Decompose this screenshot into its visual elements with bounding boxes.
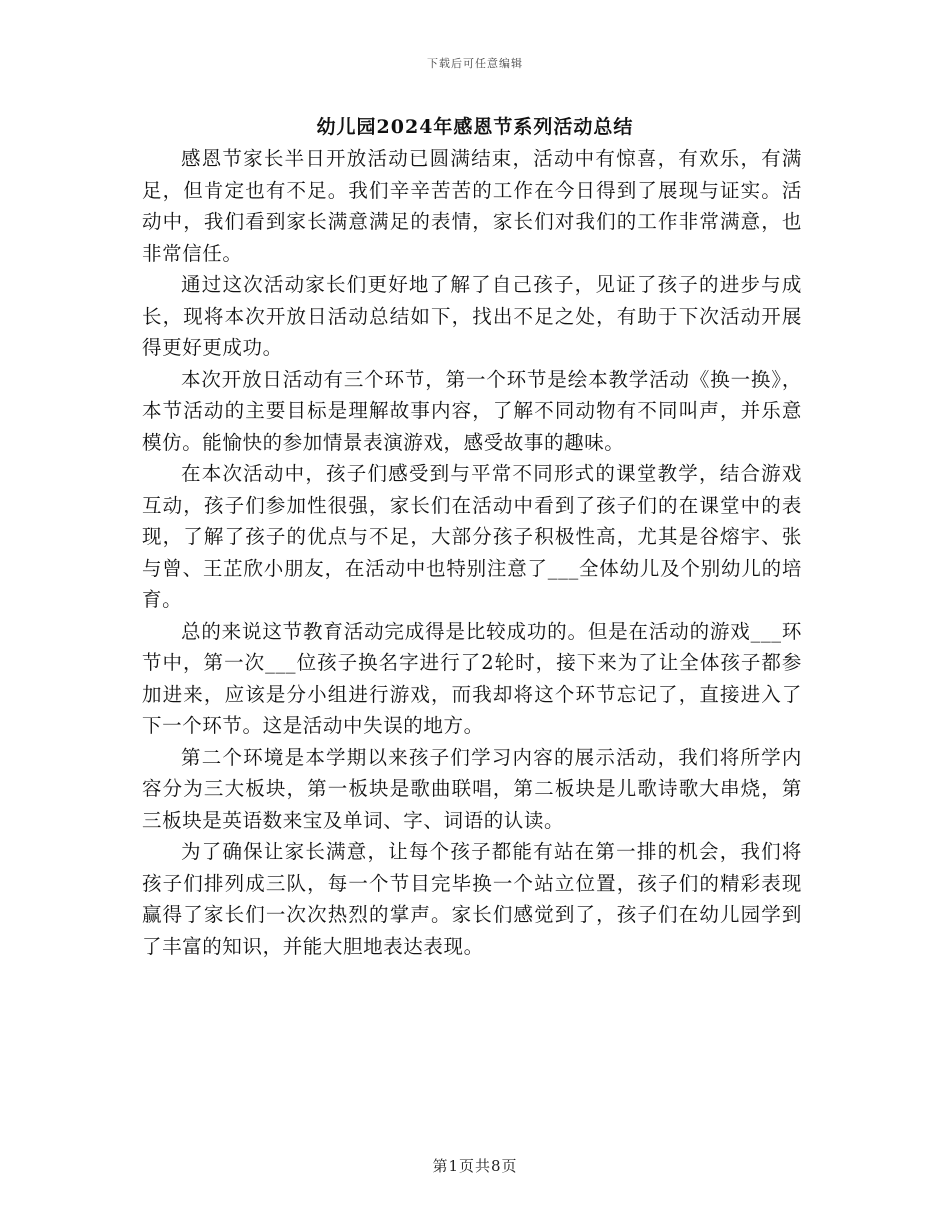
paragraph-4: 在本次活动中，孩子们感受到与平常不同形式的课堂教学，结合游戏互动，孩子们参加性很强，家长们在活动中看到了孩子们的在课堂中的表现，了解了孩子的优点与不足，大部分孩子积极性高，尤其是谷熔宇、张与曾、王芷欣小朋友，在活动中也特别注意了___全体幼儿及个别幼儿的培育。	[142, 462, 802, 611]
paragraph-7: 为了确保让家长满意，让每个孩子都能有站在第一排的机会，我们将孩子们排列成三队，每一个节目完毕换一个站立位置，孩子们的精彩表现赢得了家长们一次次热烈的掌声。家长们感觉到了，孩子们在幼儿园学到了丰富的知识，并能大胆地表达表现。	[142, 840, 802, 958]
paragraph-5: 总的来说这节教育活动完成得是比较成功的。但是在活动的游戏___环节中，第一次___位孩子换名字进行了2轮时，接下来为了让全体孩子都参加进来，应该是分小组进行游戏，而我却将这个环节忘记了，直接进入了下一个环节。这是活动中失误的地方。	[142, 619, 802, 737]
document-title: 幼儿园2024年感恩节系列活动总结	[316, 116, 634, 138]
document-body	[142, 143, 802, 962]
page-number: 第1页共8页	[432, 1157, 518, 1175]
paragraph-3: 本次开放日活动有三个环节，第一个环节是绘本教学活动《换一换》，本节活动的主要目标是理解故事内容，了解不同动物有不同叫声，并乐意模仿。能愉快的参加情景表演游戏，感受故事的趣味。	[142, 367, 802, 454]
page-header-note: 下载后可任意编辑	[427, 57, 523, 70]
paragraph-2: 通过这次活动家长们更好地了解了自己孩子，见证了孩子的进步与成长，现将本次开放日活动总结如下，找出不足之处，有助于下次活动开展得更好更成功。	[142, 273, 802, 359]
paragraph-6: 第二个环境是本学期以来孩子们学习内容的展示活动，我们将所学内容分为三大板块，第一板块是歌曲联唱，第二板块是儿歌诗歌大串烧，第三板块是英语数来宝及单词、字、词语的认读。	[142, 745, 802, 832]
paragraph-1: 感恩节家长半日开放活动已圆满结束，活动中有惊喜，有欢乐，有满足，但肯定也有不足。我们辛辛苦苦的工作在今日得到了展现与证实。活动中，我们看到家长满意满足的表情，家长们对我们的工作非常满意，也非常信任。	[142, 147, 802, 265]
